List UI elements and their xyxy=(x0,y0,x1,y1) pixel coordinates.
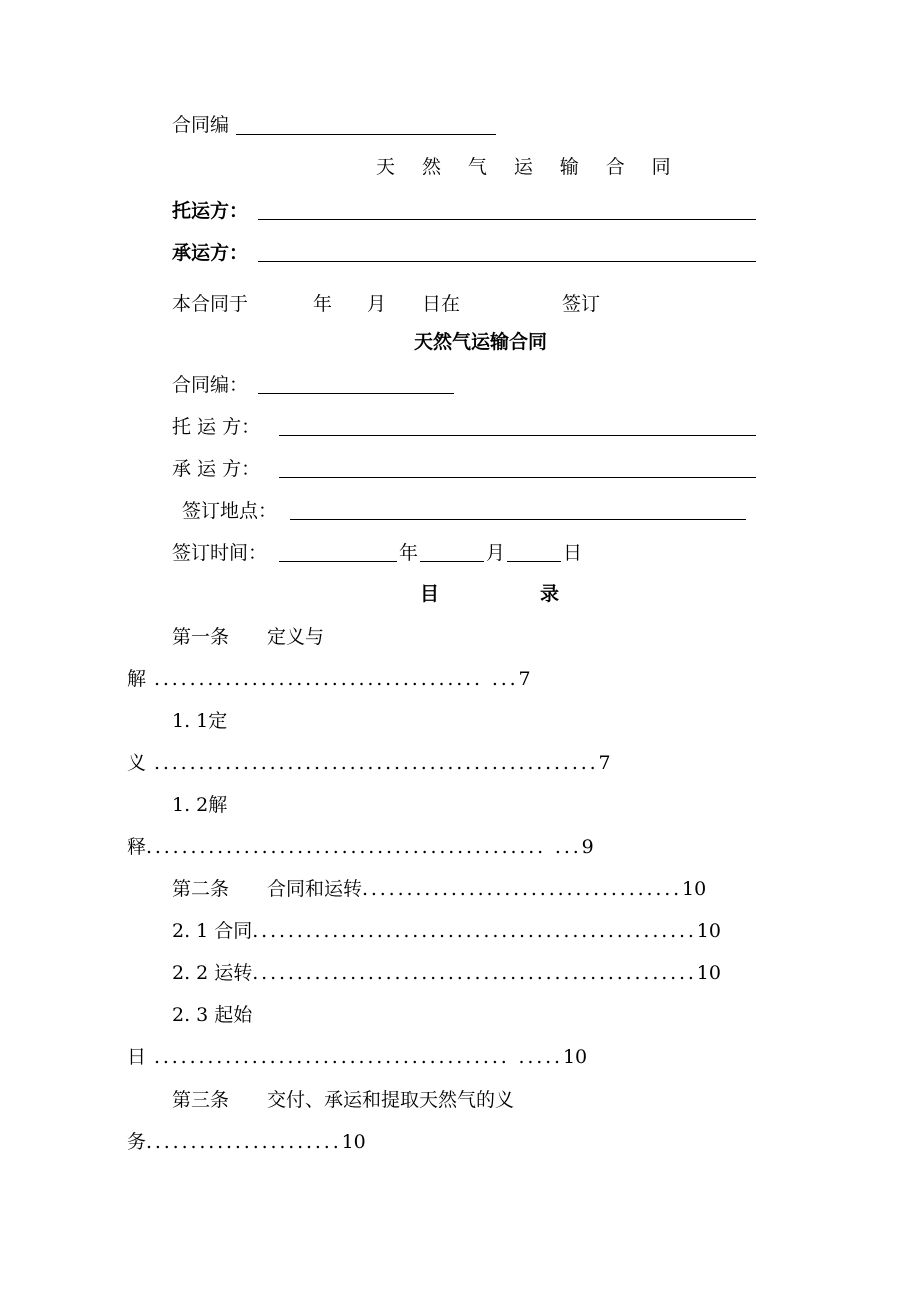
toc-entry-3-page: 9 xyxy=(581,836,594,858)
toc-entry-1-page: 7 xyxy=(518,668,531,690)
toc-entry-1-start: 解 xyxy=(127,668,147,690)
form-place-blank xyxy=(290,519,746,520)
toc-entry-5-leader: .................................................. xyxy=(252,920,697,942)
toc-entry-6-page: 10 xyxy=(696,962,721,984)
shipper-blank xyxy=(258,219,756,220)
toc-entry-6 xyxy=(172,964,721,983)
toc-entry-7-line1: 2. 3 起始 xyxy=(172,1004,253,1026)
toc-entry-7-leader: ........................................ ..... xyxy=(154,1046,563,1068)
form-day-blank xyxy=(507,561,561,562)
contract-number-label: 合同编 xyxy=(172,114,230,136)
form-year-blank xyxy=(279,561,397,562)
toc-entry-4 xyxy=(172,880,706,899)
toc-entry-4-page: 10 xyxy=(682,878,707,900)
toc-heading-left: 目 xyxy=(420,583,440,605)
document-title: 天 然 气 运 输 合 同 xyxy=(376,156,682,178)
toc-entry-5 xyxy=(172,922,721,941)
toc-entry-1-line1: 第一条 定义与 xyxy=(172,626,325,648)
form-shipper-label: 托 运 方： xyxy=(172,416,261,438)
toc-entry-6-text: 2. 2 运转 xyxy=(172,962,253,984)
toc-entry-3-leader: ............................................. ... xyxy=(146,836,582,858)
toc-entry-8-page: 10 xyxy=(341,1131,366,1153)
toc-entry-2-leader: .................................................. xyxy=(154,752,599,774)
toc-entry-8-line1: 第三条 交付、承运和提取天然气的义 xyxy=(172,1089,515,1111)
toc-entry-2-page: 7 xyxy=(598,752,611,774)
toc-entry-8-line2 xyxy=(127,1133,366,1152)
form-place-label: 签订地点： xyxy=(182,500,278,522)
toc-entry-2-start: 义 xyxy=(127,752,147,774)
toc-entry-7-start: 日 xyxy=(127,1046,147,1068)
form-month-blank xyxy=(420,561,484,562)
form-carrier-blank xyxy=(279,477,756,478)
toc-entry-5-page: 10 xyxy=(696,920,721,942)
toc-heading-right: 录 xyxy=(540,583,560,605)
toc-entry-7-line2 xyxy=(127,1048,587,1067)
toc-entry-7-page: 10 xyxy=(562,1046,588,1068)
carrier-blank xyxy=(258,261,756,262)
form-time-label: 签订时间： xyxy=(172,542,268,564)
signing-month: 月 xyxy=(367,293,387,315)
toc-entry-4-text: 第二条 合同和运转 xyxy=(172,878,363,900)
signing-year: 年 xyxy=(313,293,333,315)
toc-entry-3-line2 xyxy=(127,838,594,857)
shipper-label: 托运方： xyxy=(172,200,249,222)
signing-suffix: 签订 xyxy=(562,293,601,315)
form-year: 年 xyxy=(399,542,419,564)
toc-entry-1-leader: ..................................... ... xyxy=(154,668,519,690)
toc-entry-6-leader: .................................................. xyxy=(252,962,697,984)
toc-entry-3-start: 释 xyxy=(127,836,147,858)
form-month: 月 xyxy=(486,542,506,564)
contract-number-blank xyxy=(236,134,496,135)
toc-entry-5-text: 2. 1 合同 xyxy=(172,920,253,942)
form-day: 日 xyxy=(563,542,583,564)
toc-entry-2-line2 xyxy=(127,754,611,773)
signing-prefix: 本合同于 xyxy=(172,293,249,315)
form-contract-number-label: 合同编： xyxy=(172,374,249,396)
form-contract-number-blank xyxy=(258,393,454,394)
toc-entry-4-leader: .................................... xyxy=(362,878,683,900)
form-carrier-label: 承 运 方： xyxy=(172,458,261,480)
toc-entry-3-line1: 1. 2解 xyxy=(172,794,228,816)
toc-entry-8-start: 务 xyxy=(127,1131,147,1153)
toc-entry-1-line2 xyxy=(127,670,531,689)
toc-entry-2-line1: 1. 1定 xyxy=(172,710,228,732)
carrier-label: 承运方： xyxy=(172,242,249,264)
subtitle: 天然气运输合同 xyxy=(414,331,548,353)
signing-day-at: 日在 xyxy=(422,293,461,315)
toc-entry-8-leader: ...................... xyxy=(146,1131,342,1153)
form-shipper-blank xyxy=(279,435,756,436)
